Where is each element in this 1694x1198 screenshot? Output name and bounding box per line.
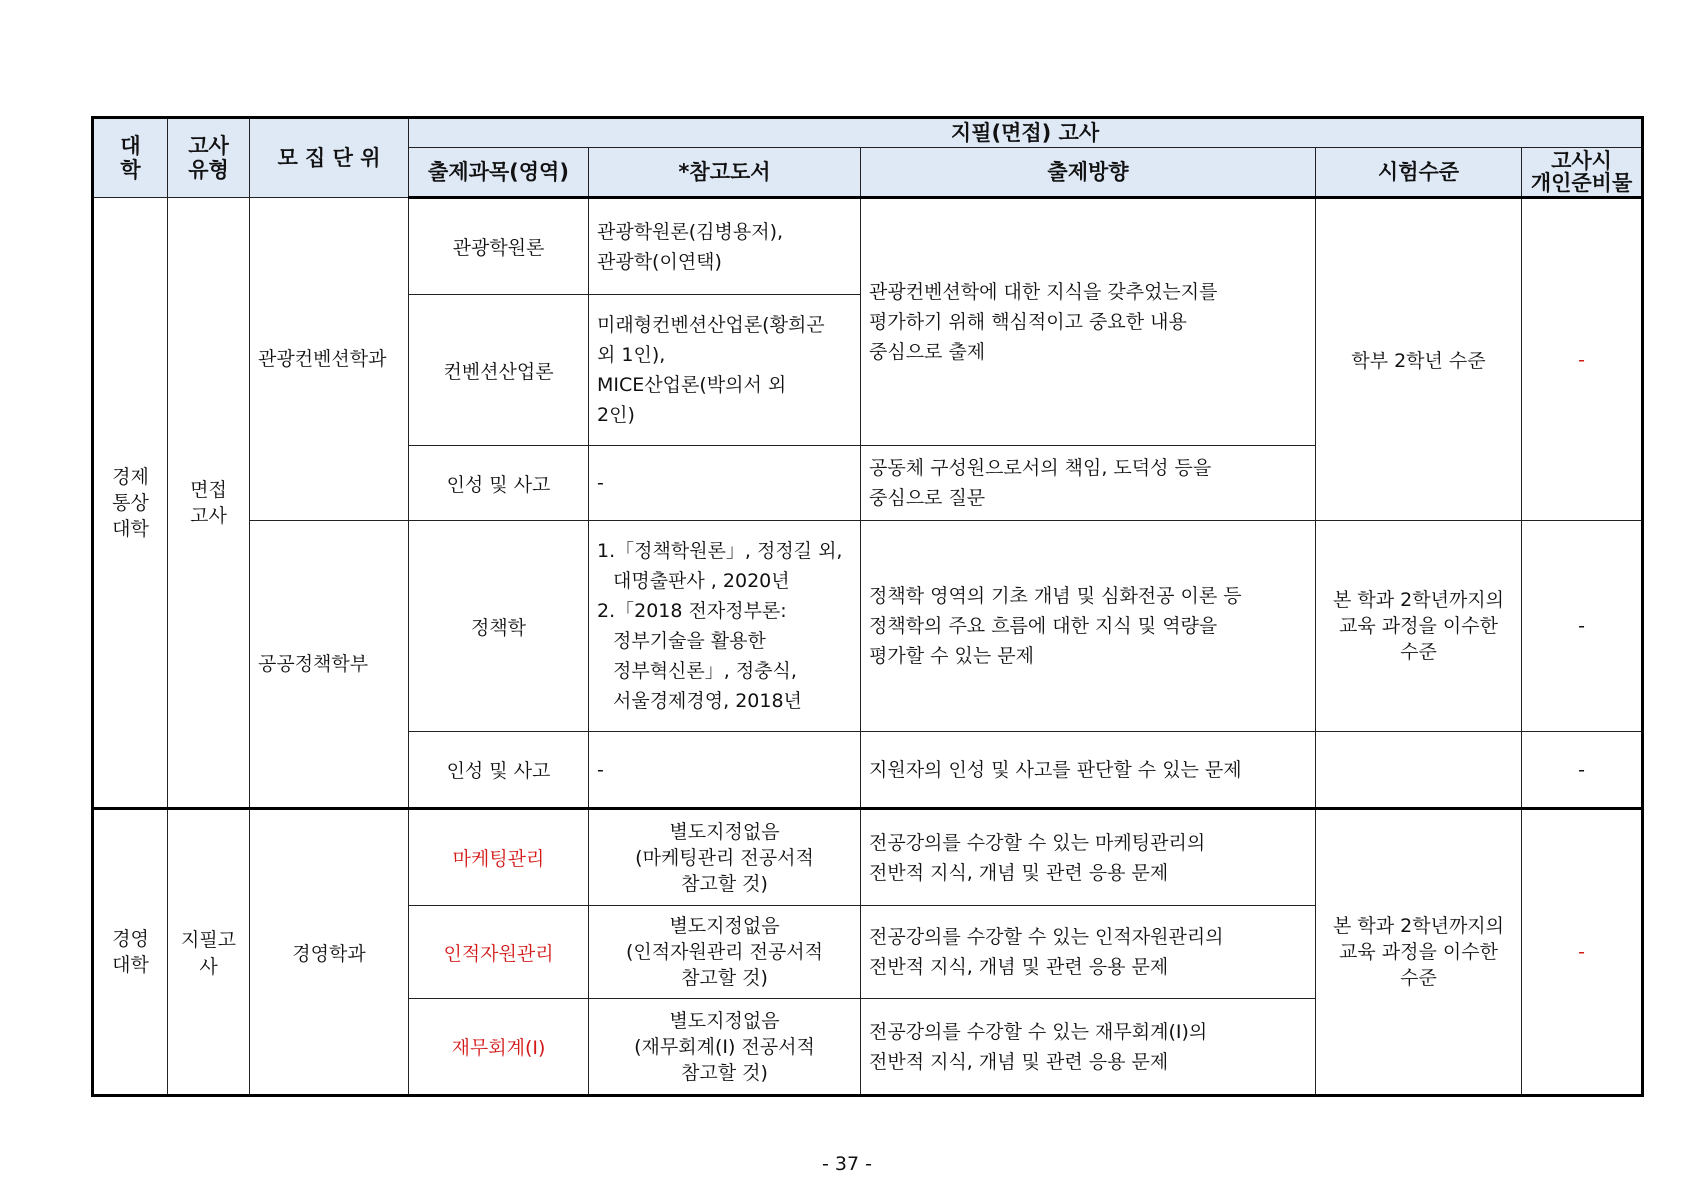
header-direction: 출제방향: [861, 148, 1316, 198]
subject-cell: 정책학: [409, 521, 589, 732]
reference-line: 1.「정책학원론」, 정정길 외,: [597, 540, 843, 562]
header-subject: 출제과목(영역): [409, 148, 589, 198]
direction-cell: 지원자의 인성 및 사고를 판단할 수 있는 문제: [861, 732, 1316, 809]
prep-cell: -: [1522, 198, 1643, 521]
subject-cell: 마케팅관리: [409, 809, 589, 906]
reference-line: 2.「2018 전자정부론:: [597, 600, 787, 622]
reference-cell: 별도지정없음 (마케팅관리 전공서적 참고할 것): [589, 809, 861, 906]
college-cell: 경제 통상 대학: [93, 198, 168, 809]
header-prep: 고사시 개인준비물: [1522, 148, 1643, 198]
exam-type-cell: 면접 고사: [168, 198, 250, 809]
unit-cell: 관광컨벤션학과: [250, 198, 409, 521]
level-cell: 본 학과 2학년까지의 교육 과정을 이수한 수준: [1316, 521, 1522, 732]
prep-cell: -: [1522, 732, 1643, 809]
subject-cell: 인성 및 사고: [409, 446, 589, 521]
header-unit: 모 집 단 위: [250, 118, 409, 198]
direction-cell: 정책학 영역의 기초 개념 및 심화전공 이론 등 정책학의 주요 흐름에 대한 지식 및 역량을 평가할 수 있는 문제: [861, 521, 1316, 732]
header-level: 시험수준: [1316, 148, 1522, 198]
level-cell: 학부 2학년 수준: [1316, 198, 1522, 521]
reference-cell: 관광학원론(김병용저), 관광학(이연택): [589, 198, 861, 295]
direction-cell: 전공강의를 수강할 수 있는 재무회계(I)의 전반적 지식, 개념 및 관련 응용 문제: [861, 999, 1316, 1096]
prep-cell: -: [1522, 809, 1643, 1096]
exam-type-cell: 지필고사: [168, 809, 250, 1096]
reference-line: 서울경제경영, 2018년: [613, 690, 802, 712]
subject-cell: 인적자원관리: [409, 906, 589, 999]
unit-cell: 경영학과: [250, 809, 409, 1096]
header-written-interview: 지필(면접) 고사: [409, 118, 1643, 148]
reference-cell: 별도지정없음 (인적자원관리 전공서적 참고할 것): [589, 906, 861, 999]
reference-line: 대명출판사 , 2020년: [613, 570, 790, 592]
page-number: - 37 -: [822, 1153, 872, 1175]
reference-cell: [589, 521, 861, 732]
reference-line: 정부혁신론」, 정충식,: [613, 660, 797, 682]
subject-cell: 재무회계(I): [409, 999, 589, 1096]
reference-cell: 별도지정없음 (재무회계(I) 전공서적 참고할 것): [589, 999, 861, 1096]
unit-cell: 공공정책학부: [250, 521, 409, 809]
level-cell: [1316, 732, 1522, 809]
level-cell: 본 학과 2학년까지의 교육 과정을 이수한 수준: [1316, 809, 1522, 1096]
exam-table: [91, 116, 1644, 1097]
direction-cell: 전공강의를 수강할 수 있는 인적자원관리의 전반적 지식, 개념 및 관련 응용 문제: [861, 906, 1316, 999]
header-exam-type: 고사 유형: [168, 118, 250, 198]
prep-cell: -: [1522, 521, 1643, 732]
subject-cell: 인성 및 사고: [409, 732, 589, 809]
subject-cell: 컨벤션산업론: [409, 295, 589, 446]
direction-cell: 공동체 구성원으로서의 책임, 도덕성 등을 중심으로 질문: [861, 446, 1316, 521]
direction-cell: 관광컨벤션학에 대한 지식을 갖추었는지를 평가하기 위해 핵심적이고 중요한 내용 중심으로 출제: [861, 198, 1316, 446]
subject-cell: 관광학원론: [409, 198, 589, 295]
college-cell: 경영 대학: [93, 809, 168, 1096]
header-college: 대 학: [93, 118, 168, 198]
reference-cell: -: [589, 446, 861, 521]
header-reference: *참고도서: [589, 148, 861, 198]
reference-cell: 미래형컨벤션산업론(황희곤 외 1인), MICE산업론(박의서 외 2인): [589, 295, 861, 446]
reference-cell: -: [589, 732, 861, 809]
direction-cell: 전공강의를 수강할 수 있는 마케팅관리의 전반적 지식, 개념 및 관련 응용 문제: [861, 809, 1316, 906]
reference-line: 정부기술을 활용한: [613, 630, 766, 652]
